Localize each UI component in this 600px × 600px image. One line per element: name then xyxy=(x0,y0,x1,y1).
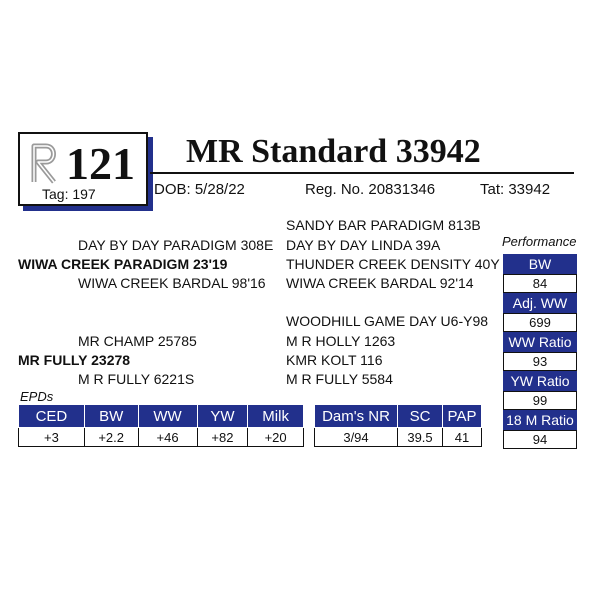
pedigree-sire-sire-dam: DAY BY DAY LINDA 39A xyxy=(286,237,441,253)
pedigree-dam-dam-sire: KMR KOLT 116 xyxy=(286,352,383,368)
performance-title: Performance xyxy=(502,234,577,249)
tag-label: Tag: 197 xyxy=(42,186,96,202)
performance-label: Adj. WW xyxy=(503,293,577,313)
pedigree-sire-dam-dam: WIWA CREEK BARDAL 92'14 xyxy=(286,275,474,291)
performance-value: 699 xyxy=(503,313,577,332)
lot-box xyxy=(18,132,148,206)
epds-title: EPDs xyxy=(20,389,54,404)
performance-value: 99 xyxy=(503,391,577,410)
dam-stats-header-row xyxy=(315,405,482,428)
animal-name: MR Standard 33942 xyxy=(186,133,481,170)
epd-value-ced: +3 xyxy=(19,428,85,447)
epd-header-row xyxy=(19,405,304,428)
tattoo-text: Tat: 33942 xyxy=(480,181,551,198)
epd-value-yw: +82 xyxy=(197,428,248,447)
performance-panel xyxy=(503,254,577,450)
epd-header-ced: CED xyxy=(19,405,85,428)
performance-label: BW xyxy=(503,254,577,274)
epd-value-ww: +46 xyxy=(138,428,197,447)
pap-header: PAP xyxy=(443,405,482,428)
header-divider xyxy=(150,172,574,174)
epd-value-bw: +2.2 xyxy=(84,428,138,447)
epd-table xyxy=(18,404,304,447)
pedigree-sire-sire: DAY BY DAY PARADIGM 308E xyxy=(78,237,274,253)
dob-text: DOB: 5/28/22 xyxy=(154,181,245,198)
registration-number: Reg. No. 20831346 xyxy=(305,181,436,198)
performance-label: 18 M Ratio xyxy=(503,410,577,430)
performance-label: YW Ratio xyxy=(503,371,577,391)
pap-value: 41 xyxy=(443,428,482,447)
sc-header: SC xyxy=(398,405,443,428)
epd-value-milk: +20 xyxy=(248,428,304,447)
pedigree-sire-dam-sire: THUNDER CREEK DENSITY 40Y xyxy=(286,256,500,272)
performance-value: 94 xyxy=(503,430,577,449)
epd-header-milk: Milk xyxy=(248,405,304,428)
performance-value: 84 xyxy=(503,274,577,293)
dam-stats-value-row xyxy=(315,428,482,447)
r-brand-icon xyxy=(28,142,60,184)
performance-label: WW Ratio xyxy=(503,332,577,352)
dam-nr-value: 3/94 xyxy=(315,428,398,447)
epd-header-yw: YW xyxy=(197,405,248,428)
epd-header-bw: BW xyxy=(84,405,138,428)
dam-nr-header: Dam's NR xyxy=(315,405,398,428)
pedigree-dam-dam: M R FULLY 6221S xyxy=(78,371,195,387)
epd-value-row xyxy=(19,428,304,447)
pedigree-dam: MR FULLY 23278 xyxy=(18,352,131,368)
epd-header-ww: WW xyxy=(138,405,197,428)
sc-value: 39.5 xyxy=(398,428,443,447)
pedigree-dam-dam-dam: M R FULLY 5584 xyxy=(286,371,393,387)
performance-value: 93 xyxy=(503,352,577,371)
pedigree-sire-dam: WIWA CREEK BARDAL 98'16 xyxy=(78,275,266,291)
lot-number: 121 xyxy=(66,138,135,189)
pedigree-sire: WIWA CREEK PARADIGM 23'19 xyxy=(18,256,228,272)
pedigree-dam-sire: MR CHAMP 25785 xyxy=(78,333,197,349)
pedigree-dam-sire-dam: M R HOLLY 1263 xyxy=(286,333,396,349)
dam-stats-table xyxy=(314,404,482,447)
pedigree-dam-sire-sire: WOODHILL GAME DAY U6-Y98 xyxy=(286,313,489,329)
pedigree-sire-sire-sire: SANDY BAR PARADIGM 813B xyxy=(286,217,481,233)
